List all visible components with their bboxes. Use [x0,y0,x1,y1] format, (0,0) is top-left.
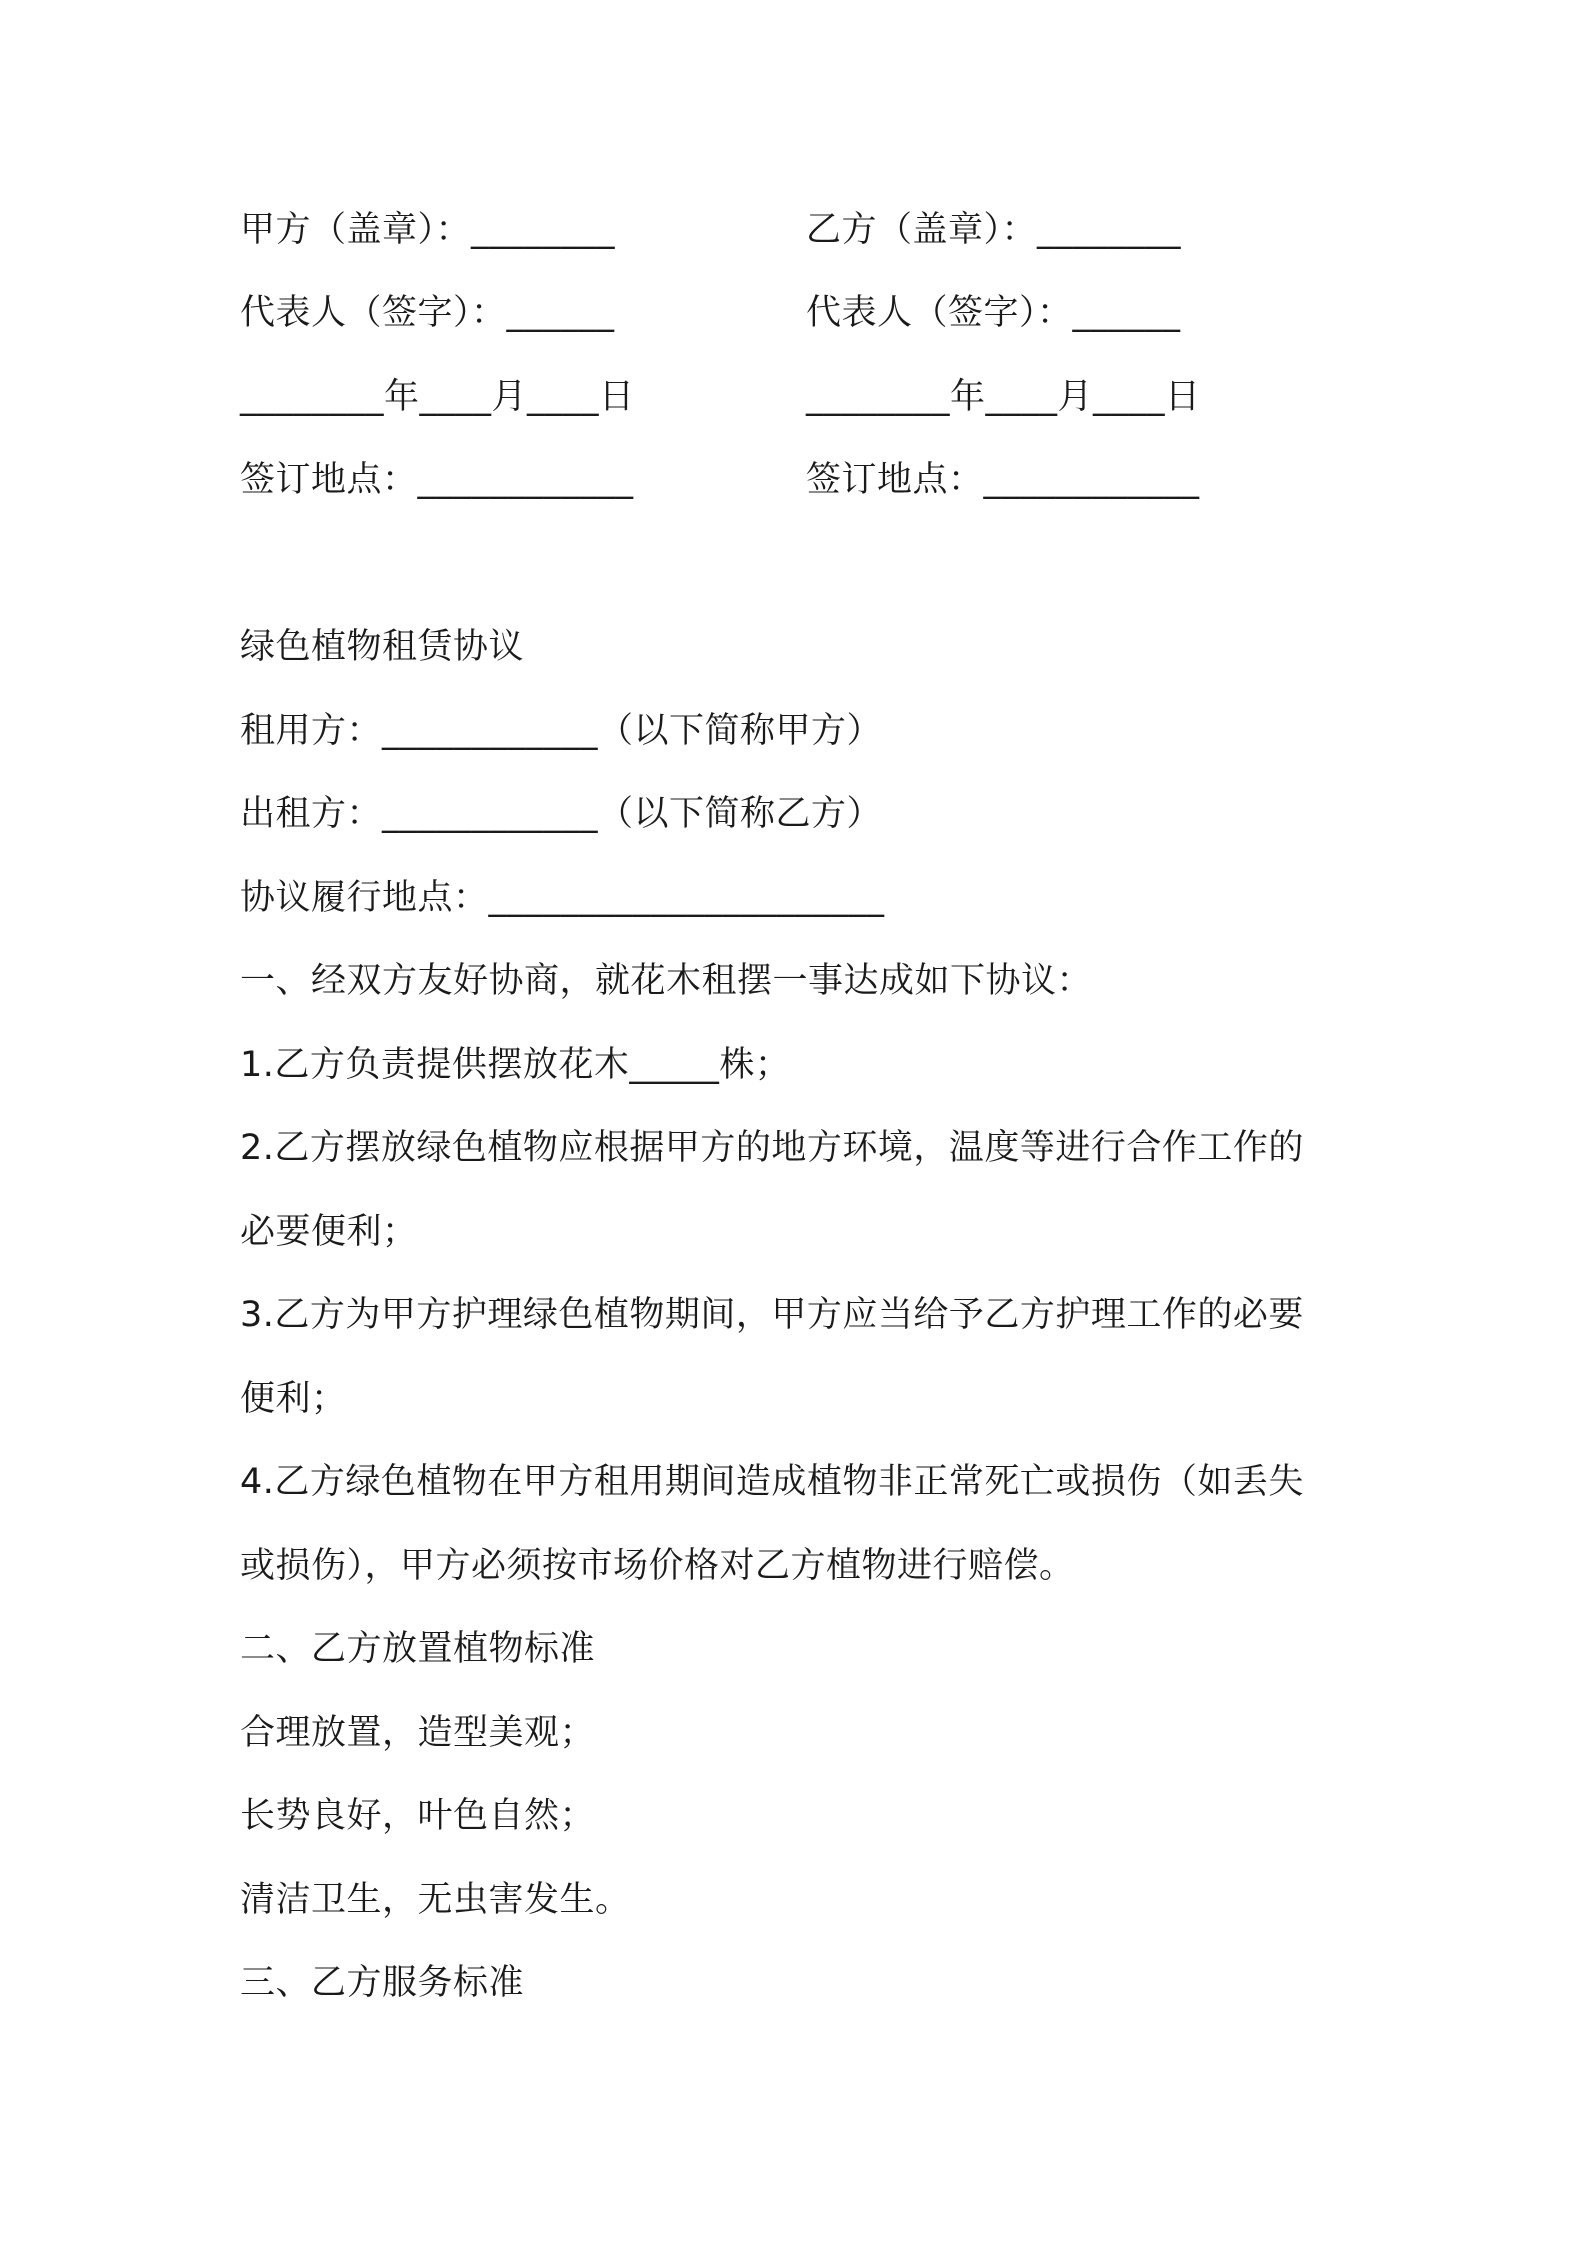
section-3-heading: 三、乙方服务标准 [240,1963,525,2003]
party-a-seal-line: 甲方（盖章）：________ [240,210,616,250]
clause-3-line-1: 3.乙方为甲方护理绿色植物期间，甲方应当给予乙方护理工作的必要 [240,1295,1304,1335]
clause-4-line-1: 4.乙方绿色植物在甲方租用期间造成植物非正常死亡或损伤（如丢失 [240,1462,1304,1502]
standard-2: 长势良好，叶色自然； [240,1796,596,1836]
clause-1: 1.乙方负责提供摆放花木_____株； [240,1045,791,1085]
lessee-line: 租用方：____________（以下简称甲方） [240,711,883,751]
lessor-line: 出租方：____________（以下简称乙方） [240,794,883,834]
clause-2-line-2: 必要便利； [240,1212,418,1252]
party-b-date-line: ________年____月____日 [806,377,1201,417]
section-2-heading: 二、乙方放置植物标准 [240,1629,596,1669]
party-b-representative-line: 代表人（签字）：______ [806,293,1181,333]
standard-3: 清洁卫生，无虫害发生。 [240,1880,631,1920]
party-a-place-line: 签订地点：____________ [240,460,634,500]
clause-3-line-2: 便利； [240,1379,347,1419]
clause-2-line-1: 2.乙方摆放绿色植物应根据甲方的地方环境，温度等进行合作工作的 [240,1128,1304,1168]
party-b-seal-line: 乙方（盖章）：________ [806,210,1182,250]
standard-1: 合理放置，造型美观； [240,1713,596,1753]
clause-4-line-2: 或损伤），甲方必须按市场价格对乙方植物进行赔偿。 [240,1546,1075,1586]
section-1-heading: 一、经双方友好协商，就花木租摆一事达成如下协议： [240,961,1093,1001]
party-a-representative-line: 代表人（签字）：______ [240,293,615,333]
location-line: 协议履行地点：______________________ [240,878,885,918]
document-title: 绿色植物租赁协议 [240,627,525,667]
party-b-place-line: 签订地点：____________ [806,460,1200,500]
party-a-date-line: ________年____月____日 [240,377,635,417]
